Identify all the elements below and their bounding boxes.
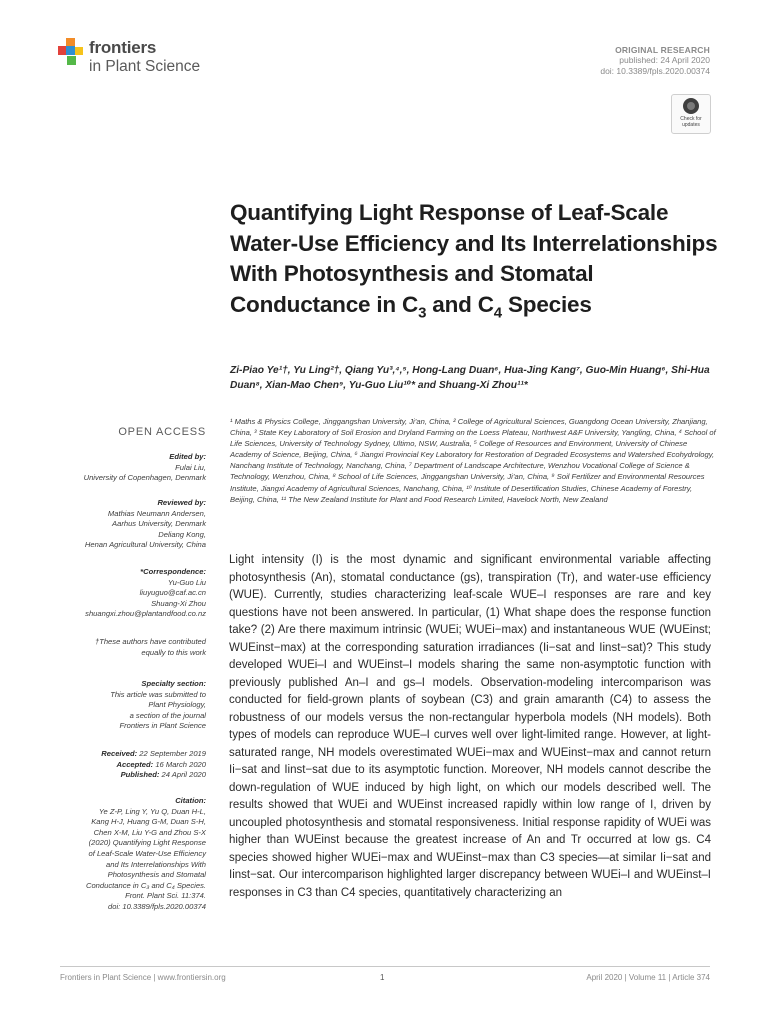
received-label: Received: (101, 749, 138, 758)
editor-affiliation: University of Copenhagen, Denmark (83, 473, 206, 483)
published-date: published: 24 April 2020 (619, 55, 710, 65)
frontiers-logo-icon (58, 38, 86, 66)
accepted-date: 16 March 2020 (155, 759, 206, 769)
specialty-line: Frontiers in Plant Science (119, 721, 206, 731)
citation-doi[interactable]: doi: 10.3389/fpls.2020.00374 (108, 901, 206, 911)
reviewed-by-label: Reviewed by: (157, 498, 206, 507)
specialty-section-block (60, 679, 206, 732)
check-for-updates-button[interactable] (671, 94, 711, 134)
equal-contribution-line: †These authors have contributed (94, 637, 206, 646)
dates-block (60, 749, 206, 781)
reviewed-by-block (60, 498, 206, 551)
citation-line: Ye Z-P, Ling Y, Yu Q, Duan H-L, (98, 806, 206, 816)
published-label: Published: (120, 770, 160, 780)
correspondent-email[interactable]: liuyuguo@caf.ac.cn (139, 588, 206, 598)
edited-by-label: Edited by: (169, 452, 206, 461)
edited-by-block (60, 452, 206, 484)
footer-divider (60, 966, 710, 967)
page-number: 1 (380, 973, 385, 982)
reviewer-affiliation: Henan Agricultural University, China (84, 540, 206, 550)
abstract-paragraph: Light intensity (I) is the most dynamic and significant environmental variable affecting photosynthesis (An), stomatal conductance (gs), transpiration (Tr), and water-use efficiency (WUE). Currently, studies characterizing leaf-scale WUE–I responses are rare and key questions have not been answered. In particular, (1) What shape does the response function take? (2) Are there maximum intrinsic (WUEi; WUEi−max) and instantaneous WUE (WUEinst; WUEinst−max) at the corresponding saturation irradiances (Ii−sat and Iinst−sat)? This study developed WUEi–I and WUEinst–I models sharing the same non-asymptotic function with previously published An–I and gs–I models. Observation-modeling intercomparison was conducted for field-grown plants of soybean (C3) and grain amaranth (C4) to assess the robustness of our models versus the non-rectangular hyperbola models (NH models). Both types of models can reproduce WUE–I curves well over light-limited range. However, at light-saturated range, NH models overestimated WUEi−max and WUEinst−max and cannot return Ii−sat and Iinst−sat due to its asymptotic function. Moreover, NH models cannot describe the down-regulation of WUE induced by high light, on which our models described well. The results showed that WUEi and WUEinst increased rapidly within low range of I, driven by uncoupled photosynthesis and stomatal responsiveness. Initial response rapidity of WUEi was higher than WUEinst because the greatest increase of An and Tr occurred at low gs. C4 species showed higher WUEi−max and WUEinst−max than C3 species—at similar Ii−sat and Iinst−sat. Our intercomparison highlighted larger discrepancy between WUEi–I and WUEinst–I responses in C3 than C4 species, quantitatively characterizing an (229, 554, 711, 899)
citation-line: Photosynthesis and Stomatal (107, 870, 206, 880)
published-sidebar-date: 24 April 2020 (161, 770, 206, 780)
footer-journal[interactable]: Frontiers in Plant Science | www.frontiersin.org (60, 973, 226, 982)
editor-name: Fulai Liu, (175, 462, 206, 472)
specialty-line: This article was submitted to (110, 689, 206, 699)
citation-label: Citation: (175, 796, 206, 805)
reviewer-name: Mathias Neumann Andersen, (107, 508, 206, 518)
citation-line: Kang H-J, Huang G-M, Duan S-H, (91, 817, 206, 827)
logo-word-frontiers: frontiers (89, 38, 157, 57)
citation-line: of Leaf-Scale Water-Use Efficiency (88, 848, 206, 858)
journal-logo[interactable] (54, 34, 224, 80)
citation-line: (2020) Quantifying Light Response (88, 838, 206, 848)
article-meta (600, 45, 710, 77)
citation-line: Front. Plant Sci. 11:374. (125, 891, 206, 901)
article-title: Quantifying Light Response of Leaf-Scale Water-Use Efficiency and Its Interrelationships With Photosynthesis and Stomatal Conductance in $C_3$ and $C_4$ Species (230, 200, 718, 321)
accepted-label: Accepted: (116, 759, 154, 769)
reviewer-name: Deliang Kong, (158, 529, 206, 539)
specialty-section-label: Specialty section: (141, 679, 206, 688)
correspondent-name: Yu-Guo Liu (167, 577, 206, 587)
specialty-line: a section of the journal (129, 710, 206, 720)
citation-block (60, 796, 206, 913)
citation-line: and Its Interrelationships With (106, 859, 206, 869)
correspondence-block (60, 567, 206, 620)
abstract (229, 552, 711, 902)
open-access-label: OPEN ACCESS (118, 426, 206, 438)
reviewer-affiliation: Aarhus University, Denmark (112, 519, 206, 529)
article-type: ORIGINAL RESEARCH (615, 45, 710, 55)
footer-issue: April 2020 | Volume 11 | Article 374 (586, 973, 710, 982)
specialty-line: Plant Physiology, (148, 700, 206, 710)
citation-line: Conductance in C₃ and C₄ Species. (85, 880, 206, 890)
correspondent-email[interactable]: shuangxi.zhou@plantandfood.co.nz (85, 609, 206, 619)
correspondence-label: *Correspondence: (140, 567, 206, 576)
received-date: 22 September 2019 (139, 749, 206, 758)
equal-contribution-line: equally to this work (141, 647, 206, 657)
equal-contribution-note (60, 637, 206, 658)
affiliations: ¹ Maths & Physics College, Jinggangshan University, Ji’an, China, ² College of Agricultural Sciences, Guangdong Ocean University, Zhanjiang, China, ³ State Key Laboratory of Soil Erosion and Dryland Farming on the Loess Plateau, Northwest A&F University, Yangling, China, ⁴ School of Life Sciences, University of Technology Sydney, Ultimo, NSW, Australia, ⁵ College of Resources and Environment, University of Chinese Academy of Science, Beijing, China, ⁶ Jiangxi Provincial Key Laboratory for Restoration of Degraded Ecosystems and Watershed Ecohydrology, Nanchang Institute of Technology, Nanchang, China, ⁷ Department of Landscape Architecture, Wenzhou Vocational College of Science & Technology, Wenzhou, China, ⁸ School of Life Sciences, Jinggangshan University, Ji’an, China, ⁹ Soil Fertilizer and Environmental Resources Institute, Jiangxi Academy of Agricultural Sciences, Nanchang, China, ¹⁰ Institute of Desertification Studies, Chinese Academy of Forestry, Beijing, China, ¹¹ The New Zealand Institute for Plant and Food Research Limited, Havelock North, New Zealand (230, 417, 716, 504)
correspondent-name: Shuang-Xi Zhou (151, 598, 206, 608)
citation-line: Chen X-M, Liu Y-G and Zhou S-X (93, 827, 206, 837)
logo-journal-name: in Plant Science (89, 58, 201, 75)
check-for-updates-label: Check for updates (680, 116, 702, 128)
author-list: Zi-Piao Ye¹†, Yu Ling²†, Qiang Yu³,⁴,⁵, Hong-Lang Duan⁶, Hua-Jing Kang⁷, Guo-Min Huang⁶, Shi-Hua Duan⁸, Xian-Mao Chen⁹, Yu-Guo Liu¹⁰* and Shuang-Xi Zhou¹¹* (230, 365, 710, 391)
crossmark-icon (683, 98, 699, 114)
doi-link[interactable]: doi: 10.3389/fpls.2020.00374 (600, 66, 710, 76)
